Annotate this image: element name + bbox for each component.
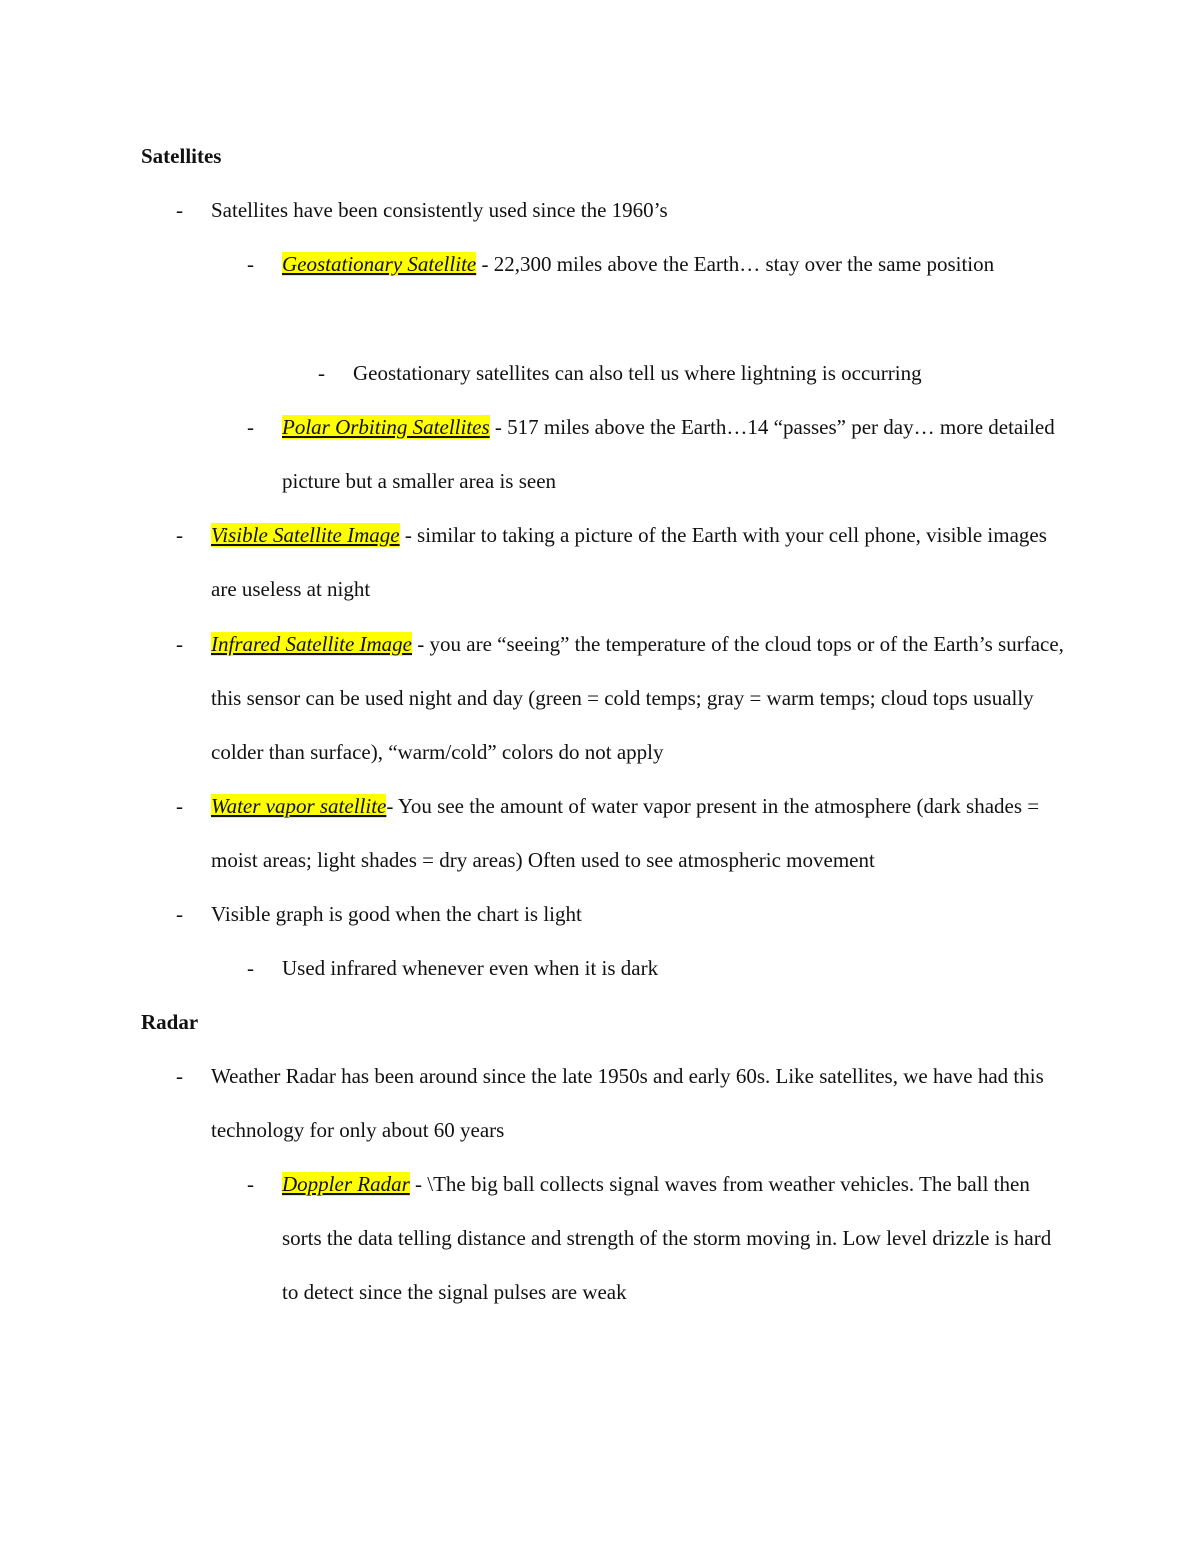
bullet-dash: - [176, 523, 183, 547]
bullet-dash: - [247, 252, 254, 276]
bullet-dash: - [247, 415, 254, 439]
bullet-dash: - [318, 361, 325, 385]
item-text: - similar to taking a picture of the Earth with your cell phone, visible images are useless at night [211, 523, 1047, 601]
item-text: Geostationary satellites can also tell us where lightning is occurring [353, 361, 922, 385]
term-highlight: Water vapor satellite [211, 794, 387, 818]
bullet-dash: - [247, 956, 254, 980]
list-item [247, 941, 1062, 995]
list-item [247, 1157, 1062, 1319]
item-text: Satellites have been consistently used since the 1960’s [211, 198, 668, 222]
item-text: Used infrared whenever even when it is dark [282, 956, 659, 980]
heading-satellites: Satellites [141, 144, 222, 168]
list-item [176, 617, 1071, 779]
item-text: Weather Radar has been around since the late 1950s and early 60s. Like satellites, we have had this technology for only about 60 years [211, 1064, 1044, 1142]
bullet-dash: - [247, 1172, 254, 1196]
term-highlight: Geostationary Satellite [282, 252, 477, 276]
item-text: Visible graph is good when the chart is light [211, 902, 582, 926]
term-highlight: Doppler Radar [282, 1172, 410, 1196]
item-text: - 517 miles above the Earth…14 “passes” per day… more detailed picture but a smaller area is seen [282, 415, 1055, 493]
list-item [176, 887, 1071, 941]
bullet-dash: - [176, 1064, 183, 1088]
list-item [247, 400, 1062, 508]
list-item [176, 779, 1071, 887]
bullet-dash: - [176, 902, 183, 926]
heading-radar: Radar [141, 1010, 199, 1034]
item-text: - 22,300 miles above the Earth… stay over the same position [476, 252, 995, 276]
item-text: - you are “seeing” the temperature of the cloud tops or of the Earth’s surface, this sensor can be used night and day (green = cold temps; gray = warm temps; cloud tops usually colder than surface), “warm/cold” colors do not apply [211, 632, 1064, 764]
list-item [318, 346, 1073, 400]
list-item [176, 508, 1071, 616]
term-highlight: Visible Satellite Image [211, 523, 400, 547]
bullet-dash: - [176, 794, 183, 818]
list-item [176, 183, 1071, 237]
list-item [176, 1049, 1071, 1157]
bullet-dash: - [176, 198, 183, 222]
item-text: - You see the amount of water vapor present in the atmosphere (dark shades = moist areas; light shades = dry areas) Often used to see atmospheric movement [211, 794, 1040, 872]
item-text: - \The big ball collects signal waves from weather vehicles. The ball then sorts the data telling distance and strength of the storm moving in. Low level drizzle is hard to detect since the signal pulses are weak [282, 1172, 1052, 1304]
bullet-dash: - [176, 632, 183, 656]
list-item [247, 237, 1062, 291]
term-highlight: Polar Orbiting Satellites [282, 415, 490, 439]
term-highlight: Infrared Satellite Image [211, 632, 413, 656]
